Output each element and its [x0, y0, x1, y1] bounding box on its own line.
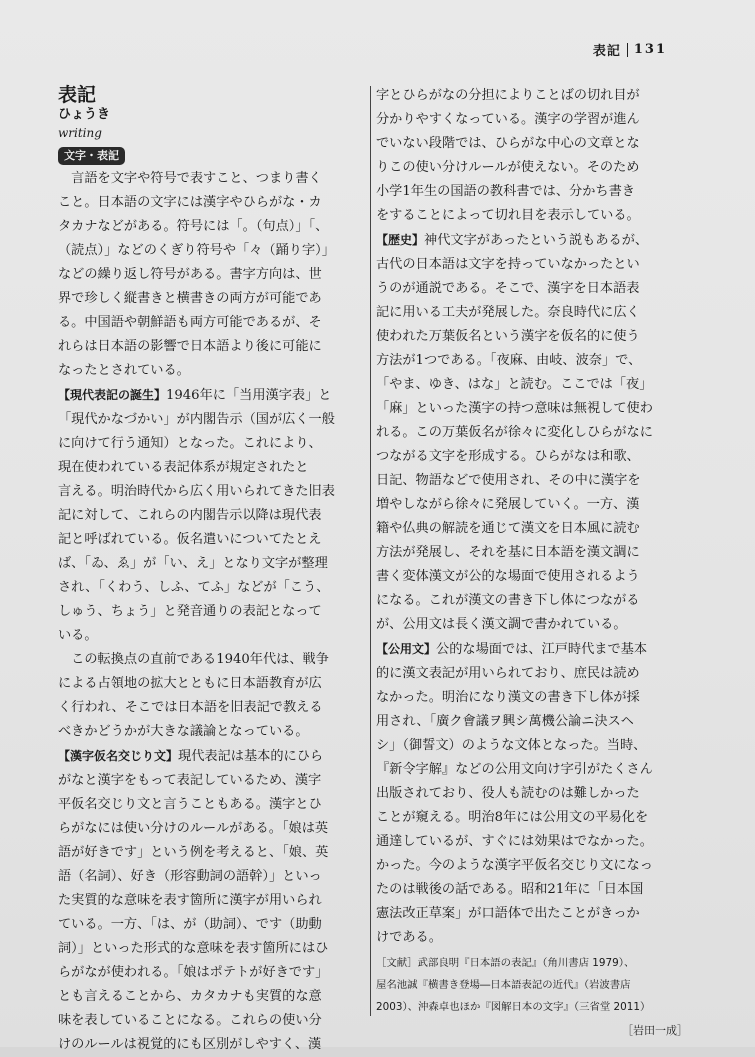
page-number: 131 [633, 42, 667, 57]
section-heading-modern: 【現代表記の誕生】 [58, 388, 167, 402]
references: ［文献］武部良明『日本語の表記』（角川書店 1979）、 屋名池誠『横書き登場―日本語表記の近代』（岩波書店 2003）、沖森卓也ほか『図解日本の文字』（三省堂 2011） [376, 957, 651, 1013]
section-kanji-kana [58, 744, 370, 1057]
running-header-title: 表記 [592, 44, 621, 59]
author-credit: ［岩田一成］ [622, 1024, 688, 1037]
entry-reading: ひょうき [58, 107, 111, 122]
header-divider [627, 43, 628, 57]
category-tag: 文字・表記 [58, 147, 125, 165]
entry-title: 表記 [58, 84, 97, 106]
section-text-history: 神代文字があったという説もあるが、 古代の日本語は文字を持っていなかったとい うのが通説である。そこで、漢字を日本語表 記に用いる工夫が発展した。奈良時代に広く 使われた万葉仮名という漢字を仮名的に使う 方法が1つである。「夜麻、由岐、波奈」で、 「やま、ゆき、はな」と読む。ここでは「夜」 「麻」といった漢字の持つ意味は無視して使わ れる。この万葉仮名が徐々に変化しひらがなに つながる文字を形成する。ひらがなは和歌、 日記、物語などで使用され、その中に漢字を 増やしながら徐々に発展していく。一方、漢 籍や仏典の解読を通じて漢文を日本風に読む 方法が発展し、それを基に日本語を漢文調に 書く変体漢文が公的な場面で使用されるよう になる。これが漢文の書き下し体につながる が、公用文は長く漢文調で書かれている。 [376, 233, 653, 632]
section-text-official: 公的な場面では、江戸時代まで基本 的に漢文表記が用いられており、庶民は読め なかった。明治になり漢文の書き下し体が採 用され、「廣ク會議ヲ興シ萬機公論ニ決スヘ シ」（御誓文）のような文体となった。当時、 『新令字解』などの公用文向け字引がたくさん 出版されており、役人も読むのは難しかった ことが窺える。明治8年には公用文の平易化を 通達しているが、すぐには効果はでなかった。 かった。今のような漢字平仮名交じり文になっ たのは戦後の話である。昭和21年に「日本国 憲法改正草案」が口語体で出たことがきっか けである。 [376, 642, 653, 945]
intro-paragraph: 言語を文字や符号で表すこと、つまり書く こと。日本語の文字には漢字やひらがな・カ タカナなどがある。符号には「。（句点）」「、 （読点）」などのくぎり符号や「々（踊り字）」 などの繰り返し符号がある。書字方向は、世 界で珍しく縦書きと横書きの両方が可能であ る。中国語や朝鮮語も両方可能であるが、そ れらは日本語の影響で日本語より後に可能に なったとされている。 [58, 171, 335, 378]
paragraph-1940s: この転換点の直前である1940年代は、戦争 による占領地の拡大とともに日本語教育が広 く行われ、そこでは日本語を旧表記で教える べきかどうかが大きな議論となっている。 [58, 652, 329, 739]
section-official-docs [376, 637, 688, 950]
continued-paragraph: 字とひらがなの分担によりことばの切れ目が 分かりやすくなっている。漢字の学習が進ん でいない段階では、ひらがな中心の文章とな りこの使い分けルールが使えない。そのため 小学1年生の国語の教科書では、分かち書き をすることによって切れ目を表示している。 [376, 88, 640, 223]
left-column [58, 84, 370, 1057]
section-heading-history: 【歴史】 [376, 233, 425, 247]
section-text-kanji-kana: 現代表記は基本的にひら がなと漢字をもって表記しているため、漢字 平仮名交じり文と言うこともある。漢字とひ らがなには使い分けのルールがある。「娘は英 語が好きです」という例を考えると、「娘、英 語（名詞）、好き（形容動詞の語幹）」といっ た実質的な意味を表す箇所に漢字が用いられ ている。一方、「は、が（助詞）、です（助動 詞）」といった形式的な意味を表す箇所にはひ らがなが使われる。「娘はポテトが好きです」 とも言えることから、カタカナも実質的な意 味を表していることになる。これらの使い分 けのルールは視覚的にも区別がしやすく、漢 [58, 749, 329, 1052]
section-text-modern: 1946年に「当用漢字表」と 「現代かなづかい」が内閣告示（国が広く一般 に向けて行う通知）となった。これにより、 現在使われている表記体系が規定されたと 言える。明治時代から広く用いられてきた旧表 記に対して、これらの内閣告示以降は現代表 記と呼ばれている。仮名遣いについてたとえ ば、「ゐ、ゑ」が「い、え」となり文字が整理 され、「くわう、しふ、てふ」などが「こう、 しゅう、ちょう」と発音通りの表記となって いる。 [58, 388, 335, 643]
section-modern-notation [58, 383, 370, 648]
section-history [376, 228, 688, 637]
right-column [376, 84, 688, 1042]
running-header [593, 40, 667, 59]
section-heading-official: 【公用文】 [376, 642, 437, 656]
column-divider [370, 86, 371, 1016]
section-heading-kanji-kana: 【漢字仮名交じり文】 [58, 749, 179, 763]
entry-english: writing [58, 126, 102, 140]
